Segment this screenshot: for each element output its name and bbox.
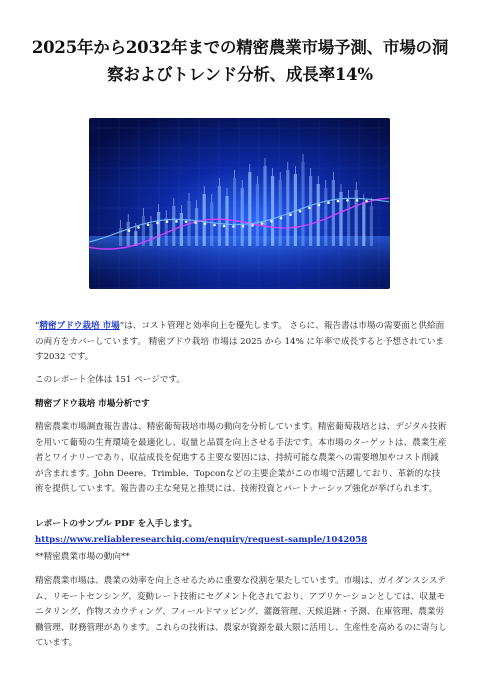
sample-paragraph [35, 517, 447, 548]
intro-paragraph [35, 319, 447, 366]
chart-illustration-icon [89, 118, 390, 289]
section-heading: 精密ブドウ栽培 市場分析です [35, 399, 150, 409]
trend-heading: **精密農業市場の動向** [35, 552, 130, 562]
hero-finance-image [89, 118, 390, 289]
intro-quote: “ [35, 321, 40, 331]
sample-label: レポートのサンプル PDF を入手します。 [35, 519, 198, 529]
page-title: 2025年から2032年までの精密農業市場予測、市場の洞察およびトレンド分析、成長率14% [31, 38, 449, 84]
intro-text: ”は、コスト管理と効率向上を優先します。 さらに、報告書は市場の需要面と供給面の両方をカバーしています。 精密ブドウ栽培 市場は 2025 から 14% に年率で成長すると予想されています2032 です。 [35, 321, 445, 362]
sample-link[interactable]: https://www.reliableresearchiq.com/enquiry/request-sample/1042058 [35, 534, 368, 545]
pages-note: このレポート全体は 151 ページです。 [35, 375, 185, 385]
trend-paragraph: 精密農業市場は、農業の効率を向上させるために重要な役割を果たしています。市場は、ガイダンスシステム、リモートセンシング、変動レート技術にセグメント化されており、アプリケーションとしては、収量モニタリング、作物スカウティング、フィールドマッピング、灌漑管理、天候追跡・予測、在庫管理、農業労働管理、財務管理があります。これらの技術は、農家が資源を最大限に活用し、生産性を高めるのに寄与しています。 [35, 576, 447, 648]
market-link[interactable]: 精密ブドウ栽培 市場 [39, 321, 120, 331]
analysis-paragraph: 精密農業市場調査報告書は、精密葡萄栽培市場の動向を分析しています。精密葡萄栽培とは、デジタル技術を用いて葡萄の生育環境を最適化し、収量と品質を向上させる手法です。本市場のターゲットは、農業生産者とワイナリーであり、収益成長を促進する主要な要因には、持続可能な農業への需要増加やコスト削減が含まれます。John Deere、Trimble、Topconなどの主要企業がこの市場で活躍しており、革新的な技術を提供しています。報告書の主な発見と推奨には、技術投資とパートナーシップ強化が挙げられます。 [35, 422, 447, 494]
